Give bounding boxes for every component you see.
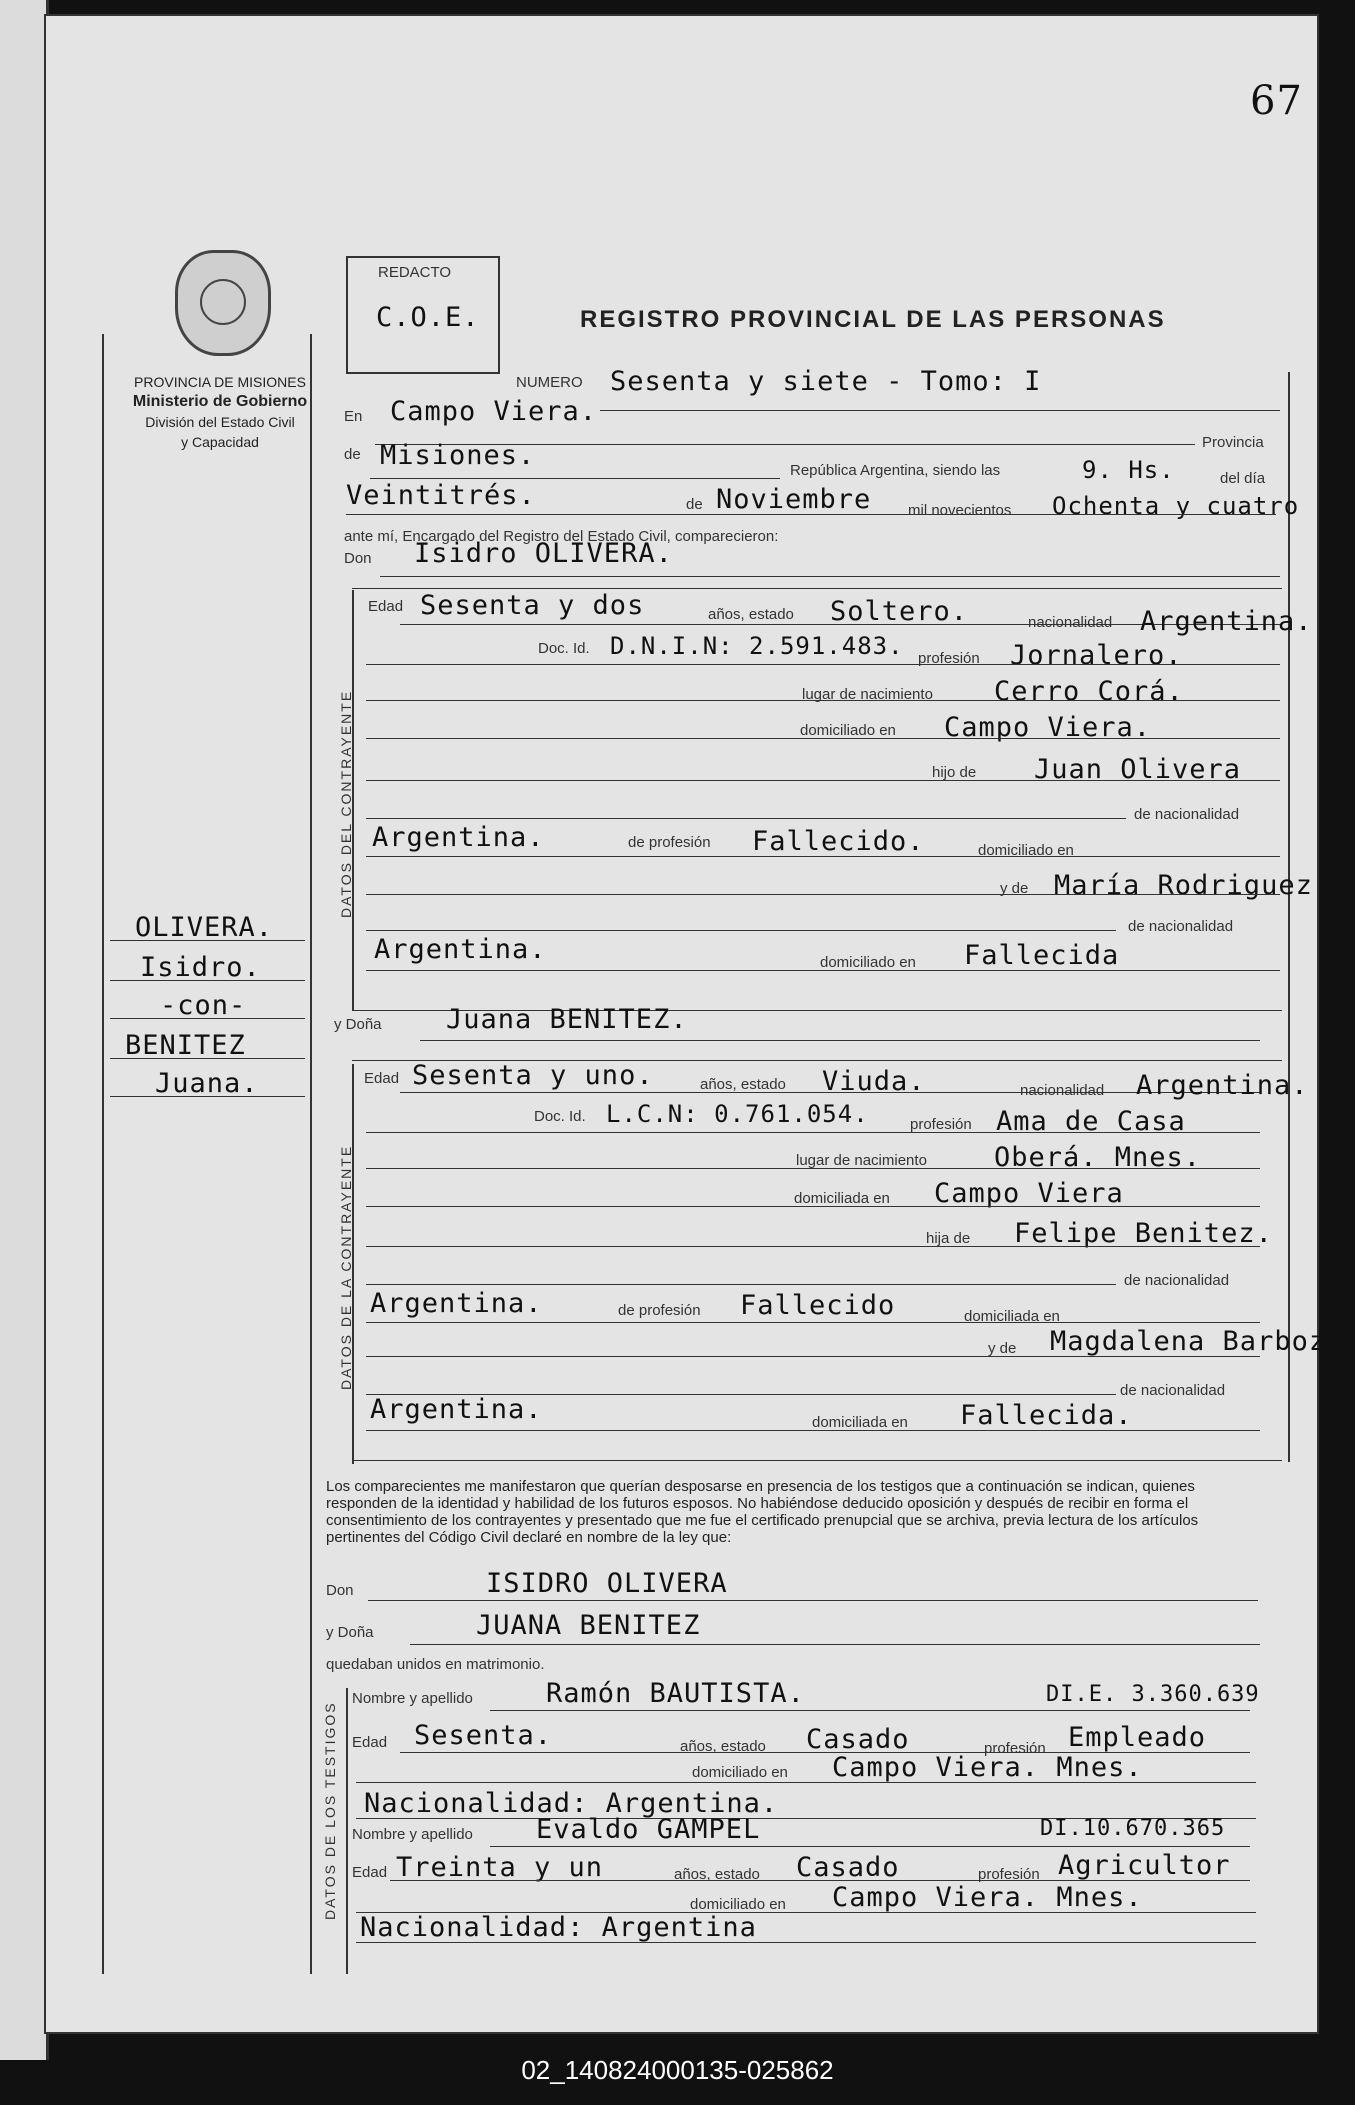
rule xyxy=(366,1284,1116,1285)
de-nacionalidad-label: de nacionalidad xyxy=(1128,918,1234,935)
rule xyxy=(366,1322,1260,1323)
de-nacionalidad-label: de nacionalidad xyxy=(1120,1382,1226,1399)
groom-padre-nacionalidad: Argentina. xyxy=(372,822,545,853)
domiciliada-label: domiciliada en xyxy=(964,1308,1060,1325)
declaration-paragraph: Los comparecientes me manifestaron que querían desposarse en presencia de los testigos que a continuación se indican, quienes responden de la identidad y habilidad de los futuros esposos. No habiéndose deducido oposición y después de recibir en forma el consentimiento de los contrayentes y presentado que me fue el certificado prenupcial que se archiva, previa lectura de los artículos pertinentes del Código Civil declaré en nombre de la ley que: xyxy=(326,1478,1199,1546)
margin-line xyxy=(110,1096,305,1097)
margin-bride-firstname: Juana. xyxy=(155,1068,259,1099)
margin-surname: OLIVERA. xyxy=(135,912,274,943)
en-label: En xyxy=(344,408,363,425)
rule xyxy=(366,1168,1260,1169)
margin-firstname: Isidro. xyxy=(140,952,261,983)
hijo-de-label: hijo de xyxy=(932,764,977,781)
division-name: División del Estado Civil xyxy=(145,414,295,430)
bride-doc: L.C.N: 0.761.054. xyxy=(606,1100,869,1128)
y-dona-label: y Doña xyxy=(334,1016,382,1033)
bride-nacionalidad: Argentina. xyxy=(1136,1070,1309,1101)
groom-profesion: Jornalero. xyxy=(1010,640,1183,671)
margin-rule xyxy=(310,334,312,1974)
lugar-nacimiento-label: lugar de nacimiento xyxy=(802,686,933,703)
domiciliado-label: domiciliado en xyxy=(690,1896,786,1913)
box-top xyxy=(352,588,1282,589)
bride-name: Juana BENITEZ. xyxy=(446,1004,688,1035)
provincia-value: Misiones. xyxy=(380,440,536,471)
de-nacionalidad-label: de nacionalidad xyxy=(1124,1272,1230,1289)
witness-box-rule xyxy=(346,1688,348,1974)
witness1-doc: DI.E. 3.360.639 xyxy=(1046,1682,1260,1707)
nombre-label: Nombre y apellido xyxy=(352,1826,473,1843)
bride-profesion: Ama de Casa xyxy=(996,1106,1186,1137)
witness2-nacionalidad: Nacionalidad: Argentina xyxy=(360,1912,757,1943)
witness1-domicilio: Campo Viera. Mnes. xyxy=(832,1752,1143,1783)
rule xyxy=(420,1040,1260,1041)
groom-name: Isidro OLIVERA. xyxy=(414,538,673,569)
groom-padre-profesion: Fallecido. xyxy=(752,826,925,857)
groom-edad: Sesenta y dos xyxy=(420,590,645,621)
bride-madre-domicilio: Fallecida. xyxy=(960,1400,1133,1431)
rule xyxy=(366,1356,1260,1357)
province-block xyxy=(110,372,330,452)
domiciliada-label: domiciliada en xyxy=(794,1190,890,1207)
bride-edad: Sesenta y uno. xyxy=(412,1060,654,1091)
don-label: Don xyxy=(344,550,372,567)
witness1-name: Ramón BAUTISTA. xyxy=(546,1678,805,1709)
witness2-estado: Casado xyxy=(796,1852,900,1883)
bride-section-label: DATOS DE LA CONTRAYENTE xyxy=(338,1144,354,1390)
profesion-label: profesión xyxy=(978,1866,1040,1883)
rule xyxy=(356,1782,1256,1783)
facing-page-edge xyxy=(0,0,49,2060)
edad-label: Edad xyxy=(364,1070,400,1087)
mes-value: Noviembre xyxy=(716,484,872,515)
groom-padre: Juan Olivera xyxy=(1034,754,1242,785)
rule xyxy=(366,1430,1260,1431)
y-de-label: y de xyxy=(988,1340,1017,1357)
nombre-label: Nombre y apellido xyxy=(352,1690,473,1707)
groom-doc: D.N.I.N: 2.591.483. xyxy=(610,632,904,660)
rule xyxy=(366,1246,1260,1247)
de-nacionalidad-label: de nacionalidad xyxy=(1134,806,1240,823)
rule xyxy=(346,514,1276,515)
margin-line xyxy=(110,1058,305,1059)
bride-domicilio: Campo Viera xyxy=(934,1178,1124,1209)
witness2-doc: DI.10.670.365 xyxy=(1040,1816,1226,1841)
witness1-estado: Casado xyxy=(806,1724,910,1755)
estado-label: años, estado xyxy=(680,1738,766,1755)
rule xyxy=(366,700,1280,701)
domiciliado-label: domiciliado en xyxy=(800,722,896,739)
rule xyxy=(410,1644,1260,1645)
page-number: 67 xyxy=(1250,78,1303,124)
witness2-edad: Treinta y un xyxy=(396,1852,604,1883)
quedaban-label: quedaban unidos en matrimonio. xyxy=(326,1656,545,1673)
union-dona: JUANA BENITEZ xyxy=(476,1610,701,1641)
estado-label: años, estado xyxy=(708,606,794,623)
bride-madre: Magdalena Barboza xyxy=(1050,1326,1344,1357)
union-dona-label: y Doña xyxy=(326,1624,374,1641)
redacto-label: REDACTO xyxy=(378,264,452,281)
witness2-domicilio: Campo Viera. Mnes. xyxy=(832,1882,1143,1913)
division-sub: y Capacidad xyxy=(181,434,259,450)
rule xyxy=(366,780,1280,781)
edad-label: Edad xyxy=(368,598,404,615)
rule xyxy=(366,856,1280,857)
witness-section-label: DATOS DE LOS TESTIGOS xyxy=(322,1701,338,1920)
del-dia-label: del día xyxy=(1220,470,1266,487)
right-rule xyxy=(1288,372,1290,1462)
estado-label: años, estado xyxy=(674,1866,760,1883)
witness2-name: Evaldo GAMPEL xyxy=(536,1814,761,1845)
domiciliado-label: domiciliado en xyxy=(692,1764,788,1781)
rule xyxy=(390,1880,1250,1881)
rule xyxy=(366,930,1116,931)
province-name: PROVINCIA DE MISIONES xyxy=(134,374,306,390)
rule xyxy=(380,576,1280,577)
margin-line xyxy=(110,940,305,941)
rule xyxy=(366,738,1280,739)
domiciliada-label: domiciliada en xyxy=(812,1414,908,1431)
witness1-profesion: Empleado xyxy=(1068,1722,1207,1753)
margin-con: -con- xyxy=(160,990,247,1021)
rule xyxy=(400,1092,1260,1093)
ministry-name: Ministerio de Gobierno xyxy=(132,393,308,410)
union-don-label: Don xyxy=(326,1582,354,1599)
bride-madre-nacionalidad: Argentina. xyxy=(370,1394,543,1425)
bride-padre: Felipe Benitez. xyxy=(1014,1218,1273,1249)
lugar-value: Campo Viera. xyxy=(390,396,598,427)
domiciliado-label: domiciliado en xyxy=(978,842,1074,859)
margin-line xyxy=(110,980,305,981)
witness2-profesion: Agricultor xyxy=(1058,1850,1231,1881)
groom-madre-nacionalidad: Argentina. xyxy=(374,934,547,965)
rule xyxy=(366,818,1126,819)
redacto-value: C.O.E. xyxy=(376,302,480,333)
de-profesion-label: de profesión xyxy=(628,834,711,851)
nacionalidad-label: nacionalidad xyxy=(1020,1082,1105,1099)
edad-label: Edad xyxy=(352,1864,388,1881)
groom-estado: Soltero. xyxy=(830,596,969,627)
bride-padre-profesion: Fallecido xyxy=(740,1290,896,1321)
bride-lugar-nacimiento: Oberá. Mnes. xyxy=(994,1142,1202,1173)
lugar-nacimiento-label: lugar de nacimiento xyxy=(796,1152,927,1169)
anio-value: Ochenta y cuatro xyxy=(1052,492,1300,520)
doc-label: Doc. Id. xyxy=(534,1108,586,1125)
groom-section-label: DATOS DEL CONTRAYENTE xyxy=(338,689,354,918)
groom-domicilio: Campo Viera. xyxy=(944,712,1152,743)
margin-line xyxy=(110,1018,305,1019)
image-identifier: 02_140824000135-025862 xyxy=(521,2055,834,2085)
rule xyxy=(490,1846,1250,1847)
groom-nacionalidad: Argentina. xyxy=(1140,606,1313,637)
rule xyxy=(366,664,1280,665)
profesion-label: profesión xyxy=(910,1116,972,1133)
domiciliado-label: domiciliado en xyxy=(820,954,916,971)
edad-label: Edad xyxy=(352,1734,388,1751)
profesion-label: profesión xyxy=(984,1740,1046,1757)
document-title: REGISTRO PROVINCIAL DE LAS PERSONAS xyxy=(580,306,1166,333)
groom-madre: María Rodriguez. xyxy=(1054,870,1331,901)
hija-de-label: hija de xyxy=(926,1230,971,1247)
ante-mi-label: ante mí, Encargado del Registro del Estado Civil, comparecieron: xyxy=(344,528,779,545)
rule xyxy=(366,1132,1260,1133)
numero-value: Sesenta y siete - Tomo: I xyxy=(610,366,1042,397)
rule xyxy=(366,894,1280,895)
rule xyxy=(356,1942,1256,1943)
margin-bride-surname: BENITEZ xyxy=(125,1030,246,1061)
estado-label: años, estado xyxy=(700,1076,786,1093)
rule xyxy=(490,1710,1250,1711)
bride-padre-nacionalidad: Argentina. xyxy=(370,1288,543,1319)
rule xyxy=(368,1600,1258,1601)
republica-label: República Argentina, siendo las xyxy=(790,462,1001,479)
numero-label: NUMERO xyxy=(516,374,583,391)
bride-estado: Viuda. xyxy=(822,1066,926,1097)
de-label: de xyxy=(344,446,361,463)
rule xyxy=(366,970,1280,971)
dia-value: Veintitrés. xyxy=(346,480,536,511)
y-de-label: y de xyxy=(1000,880,1029,897)
de-mes-label: de xyxy=(686,496,703,513)
rule xyxy=(370,478,780,479)
left-rule xyxy=(102,334,104,1974)
witness1-nacionalidad: Nacionalidad: Argentina. xyxy=(364,1788,779,1819)
groom-madre-domicilio: Fallecida xyxy=(964,940,1120,971)
coat-of-arms-seal xyxy=(175,250,271,356)
rule xyxy=(600,410,1280,411)
mil-novecientos-label: mil novecientos xyxy=(908,502,1012,519)
union-don: ISIDRO OLIVERA xyxy=(486,1568,728,1599)
doc-label: Doc. Id. xyxy=(538,640,590,657)
witness1-edad: Sesenta. xyxy=(414,1720,553,1751)
nacionalidad-label: nacionalidad xyxy=(1028,614,1113,631)
profesion-label: profesión xyxy=(918,650,980,667)
box-bottom xyxy=(352,1460,1282,1461)
hora-value: 9. Hs. xyxy=(1082,456,1175,484)
rule xyxy=(366,1206,1260,1207)
provincia-label: Provincia xyxy=(1202,434,1264,451)
de-profesion-label: de profesión xyxy=(618,1302,701,1319)
groom-lugar-nacimiento: Cerro Corá. xyxy=(994,676,1184,707)
